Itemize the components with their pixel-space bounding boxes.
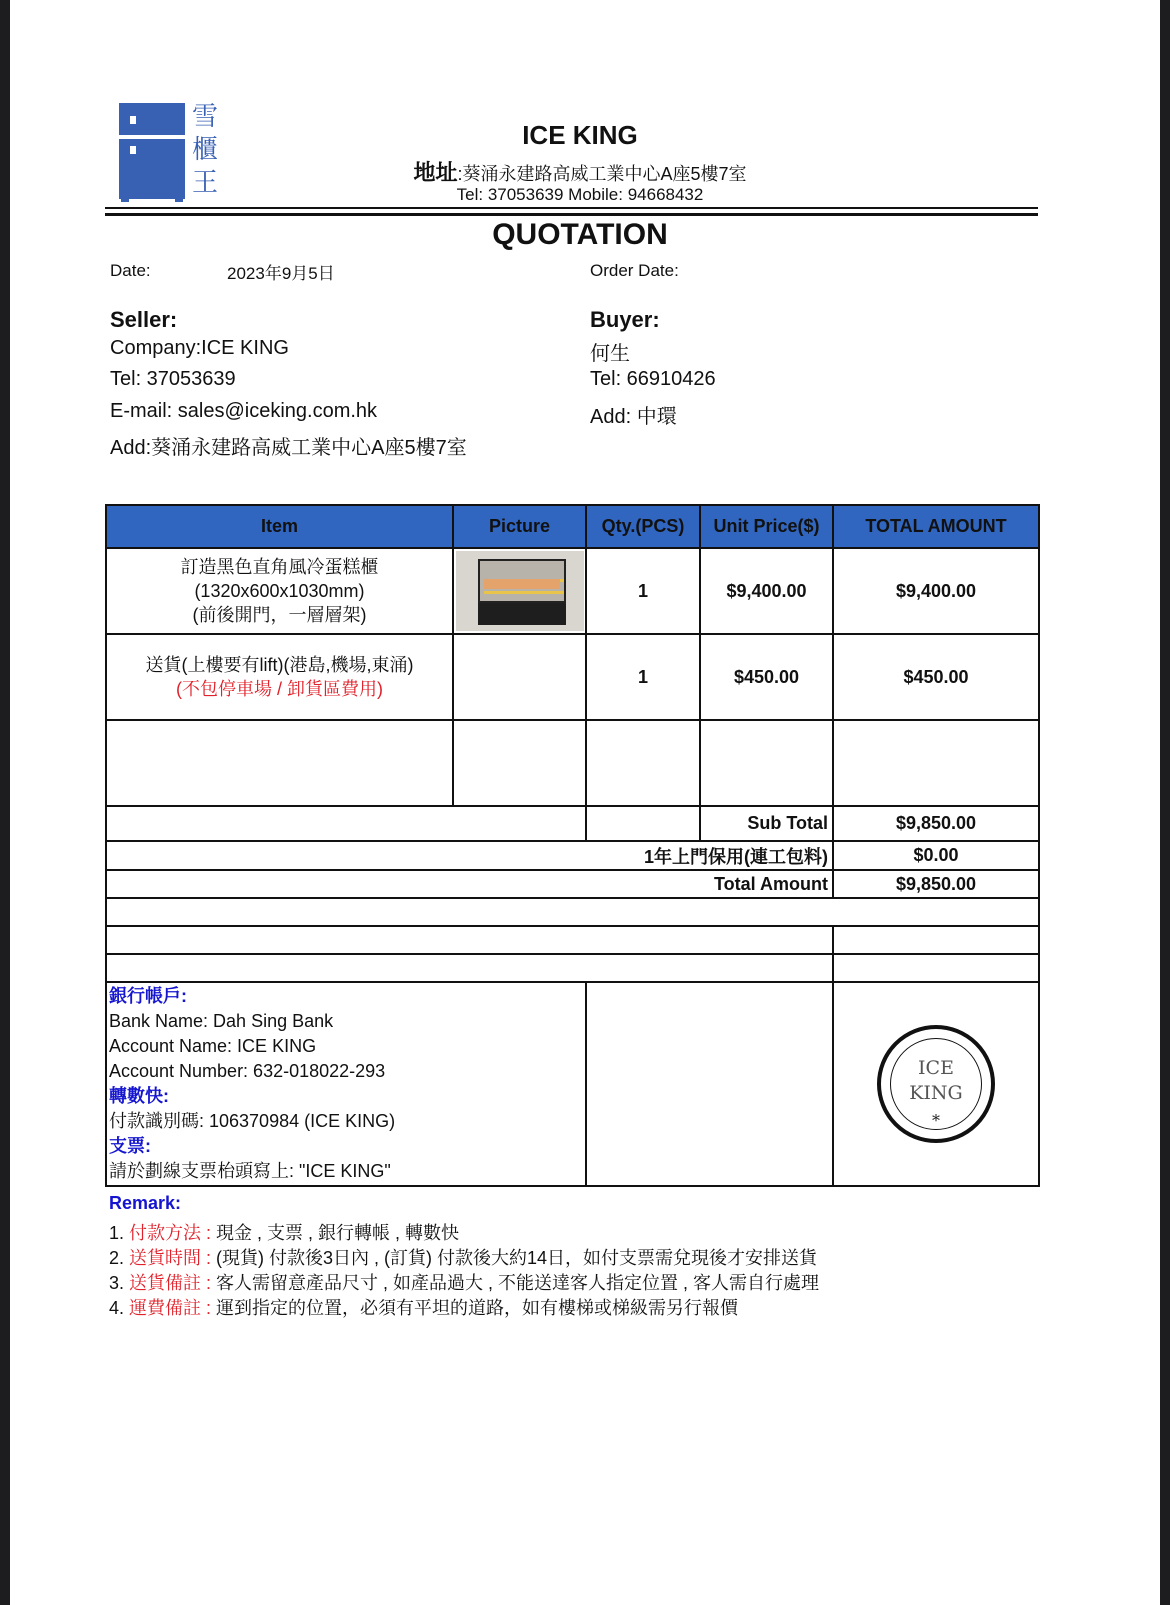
bank-heading: 銀行帳戶: [109,986,187,1006]
seller-email: E-mail: sales@iceking.com.hk [110,400,378,422]
total-row [106,870,1039,898]
bank-info-row [106,982,1039,1186]
blank-row [106,898,1039,926]
col-header-total-amount: TOTAL AMOUNT [833,505,1039,548]
header-rule-top [105,207,1038,209]
company-stamp: ICE KING * [877,1025,995,1143]
col-header-qty: Qty.(PCS) [586,505,700,548]
header-rule-bottom [105,213,1038,216]
item-description: 訂造黑色直角風冷蛋糕櫃 (1320x600x1030mm) (前後開門，一層層架) [106,548,453,634]
account-number: Account Number: 632-018022-293 [109,1061,386,1081]
blank-row [106,926,1039,954]
table-header-row [106,505,1039,548]
viewer-left-edge [0,0,10,1605]
item-total: $450.00 [833,634,1039,720]
table-row [106,548,1039,634]
company-address: 地址:葵涌永建路高威工業中心A座5樓7室 [413,160,747,185]
bank-details [106,982,586,1186]
remark-item: 4. 運費備註 : 運到指定的位置，必須有平坦的道路，如有樓梯或梯級需另行報價 [109,1298,739,1318]
remark-item: 1. 付款方法 : 現金 , 支票 , 銀行轉帳 , 轉數快 [109,1223,460,1243]
seller-tel: Tel: 37053639 [110,368,236,390]
logo-text: 雪 櫃 王 [191,102,218,198]
stamp-cell [833,982,1039,1186]
warranty-label: 1年上門保用(連工包料) [106,841,833,870]
company-name: ICE KING [522,120,638,150]
buyer-tel: Tel: 66910426 [590,368,716,390]
remark-item: 2. 送貨時間 : (現貨) 付款後3日內 , (訂貨) 付款後大約14日，如付支票需兌現後才安排送貨 [109,1248,818,1268]
fps-id: 付款識別碼: 106370984 (ICE KING) [109,1111,396,1131]
fridge-icon [119,103,185,199]
seller-heading: Seller: [110,307,178,332]
subtotal-value: $9,850.00 [833,806,1039,841]
table-row-empty [106,720,1039,806]
item-unit-price: $450.00 [700,634,833,720]
blank-row [106,954,1039,982]
quotation-table [105,504,1040,1187]
item-qty: 1 [586,548,700,634]
bank-name: Bank Name: Dah Sing Bank [109,1011,334,1031]
buyer-heading: Buyer: [590,307,660,332]
fps-heading: 轉數快: [109,1086,169,1106]
item-picture-cell [453,634,586,720]
document-title: QUOTATION [492,218,668,251]
date-value: 2023年9月5日 [227,264,335,283]
col-header-picture: Picture [453,505,586,548]
col-header-unit-price: Unit Price($) [700,505,833,548]
item-total: $9,400.00 [833,548,1039,634]
account-name: Account Name: ICE KING [109,1036,317,1056]
seller-address: Add:葵涌永建路高威工業中心A座5樓7室 [110,437,467,459]
buyer-name: 何生 [590,343,630,365]
total-amount-label: Total Amount [106,870,833,898]
col-header-item: Item [106,505,453,548]
buyer-address: Add: 中環 [590,406,677,428]
table-row [106,634,1039,720]
item-qty: 1 [586,634,700,720]
subtotal-label: Sub Total [700,806,833,841]
blank-signature-cell [586,982,833,1186]
warranty-row [106,841,1039,870]
warranty-value: $0.00 [833,841,1039,870]
subtotal-row [106,806,1039,841]
viewer-right-edge [1160,0,1170,1605]
item-description: 送貨(上樓要有lift)(港島,機場,東涌) (不包停車場 / 卸貨區費用) [106,634,453,720]
item-unit-price: $9,400.00 [700,548,833,634]
seller-company: Company:ICE KING [110,337,289,359]
remark-title: Remark: [109,1193,182,1213]
cheque-heading: 支票: [109,1136,151,1156]
company-phone: Tel: 37053639 Mobile: 94668432 [456,185,704,204]
date-label: Date: [110,261,151,280]
order-date-label: Order Date: [590,261,679,280]
total-amount-value: $9,850.00 [833,870,1039,898]
remark-item: 3. 送貨備註 : 客人需留意產品尺寸 , 如產品過大 , 不能送達客人指定位置 , 客人需自行處理 [109,1273,820,1293]
item-picture-cell [453,548,586,634]
company-logo [119,103,221,199]
cake-fridge-image [456,551,584,631]
cheque-note: 請於劃線支票枱頭寫上: "ICE KING" [109,1161,391,1181]
